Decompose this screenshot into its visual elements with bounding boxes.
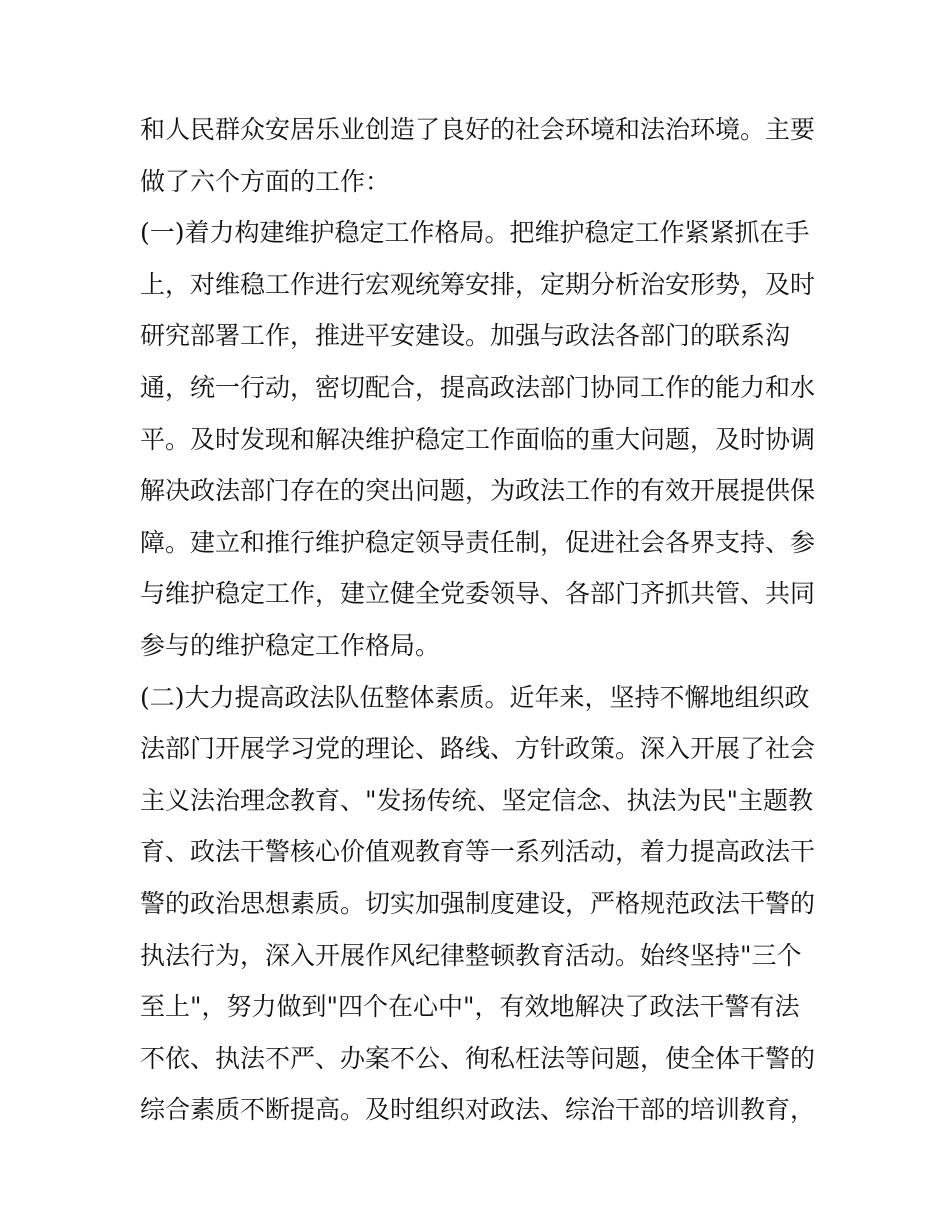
text-line: 障。建立和推行维护稳定领导责任制，促进社会各界支持、参 xyxy=(140,527,816,557)
text-line: 主义法治理念教育、"发扬传统、坚定信念、执法为民"主题教 xyxy=(140,785,814,815)
text-line: 平。及时发现和解决维护稳定工作面临的重大问题，及时协调 xyxy=(140,424,816,454)
text-line: 研究部署工作，推进平安建设。加强与政法各部门的联系沟 xyxy=(140,321,791,351)
text-line: 做了六个方面的工作： xyxy=(140,166,391,196)
text-line: 解决政法部门存在的突出问题，为政法工作的有效开展提供保 xyxy=(140,476,816,506)
text-line: (二)大力提高政法队伍整体素质。近年来，坚持不懈地组织政 xyxy=(140,682,810,712)
text-line: 通，统一行动，密切配合，提高政法部门协同工作的能力和水 xyxy=(140,372,816,402)
text-line: 参与的维护稳定工作格局。 xyxy=(140,630,441,660)
text-line: 综合素质不断提高。及时组织对政法、综治干部的培训教育， xyxy=(140,1095,816,1125)
text-line: 育、政法干警核心价值观教育等一系列活动，着力提高政法干 xyxy=(140,837,816,867)
text-line: 警的政治思想素质。切实加强制度建设，严格规范政法干警的 xyxy=(140,888,816,918)
text-line: 至上"，努力做到"四个在心中"，有效地解决了政法干警有法 xyxy=(140,992,800,1022)
text-line: 执法行为，深入开展作风纪律整顿教育活动。始终坚持"三个 xyxy=(140,940,802,970)
text-line: 上，对维稳工作进行宏观统筹安排，定期分析治安形势，及时 xyxy=(140,269,816,299)
text-line: 和人民群众安居乐业创造了良好的社会环境和法治环境。主要 xyxy=(140,115,816,144)
text-line: 法部门开展学习党的理论、路线、方针政策。深入开展了社会 xyxy=(140,734,816,764)
text-line: 不依、执法不严、办案不公、徇私枉法等问题，使全体干警的 xyxy=(140,1043,816,1073)
text-line: (一)着力构建维护稳定工作格局。把维护稳定工作紧紧抓在手 xyxy=(140,218,810,248)
text-line: 与维护稳定工作，建立健全党委领导、各部门齐抓共管、共同 xyxy=(140,579,816,609)
document-body xyxy=(140,104,820,1136)
